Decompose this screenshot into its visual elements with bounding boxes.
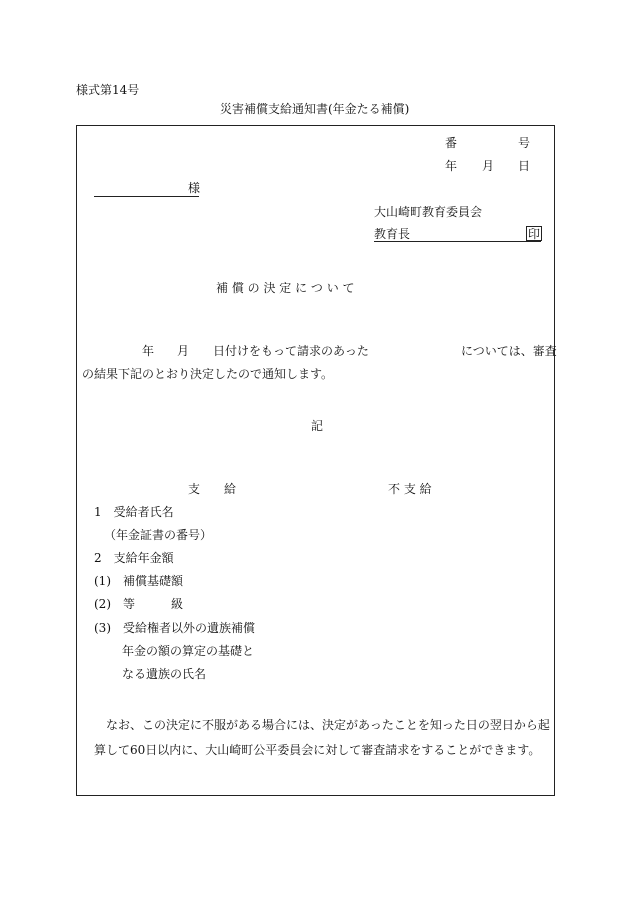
subject-heading: 補 償 の 決 定 に つ い て [216, 281, 355, 295]
item-recipient-name: 1 受給者氏名 [94, 505, 174, 519]
date-month: 月 [482, 159, 495, 173]
notice-line-2: 算して60日以内に、大山崎町公平委員会に対して審査請求をすることができます。 [94, 743, 541, 757]
document-title: 災害補償支給通知書(年金たる補償) [220, 102, 410, 116]
ki-heading: 記 [311, 419, 324, 433]
body-month: 月 [177, 344, 190, 358]
body-year: 年 [142, 344, 155, 358]
form-number: 様式第14号 [76, 83, 140, 97]
date-day: 日 [518, 159, 531, 173]
item-survivor-basis: 年金の額の算定の基礎と [122, 644, 255, 658]
item-survivor-compensation: (3) 受給権者以外の遺族補償 [94, 621, 255, 635]
document-frame [76, 125, 555, 796]
body-line-2: の結果下記のとおり決定したので通知します。 [82, 367, 334, 381]
seal-mark [526, 226, 542, 241]
body-dated-request: 日付けをもって請求のあった [213, 344, 369, 358]
issuer-role: 教育長 [374, 227, 411, 241]
item-base-amount: (1) 補償基礎額 [94, 574, 183, 588]
notice-line-1: なお、この決定に不服がある場合には、決定があったことを知った日の翌日から起 [106, 718, 550, 732]
date-year: 年 [445, 159, 458, 173]
column-nonpay: 不 支 給 [388, 482, 432, 496]
item-annual-amount: 2 支給年金額 [94, 551, 174, 565]
column-pay: 支 給 [188, 482, 237, 496]
number-label-1: 番 [445, 136, 458, 150]
seal-label: 印 [528, 227, 541, 241]
recipient-honorific: 様 [188, 181, 201, 195]
item-survivor-names: なる遺族の氏名 [122, 667, 207, 681]
number-label-2: 号 [518, 136, 531, 150]
body-regarding: については、審査 [461, 344, 557, 358]
item-grade: (2) 等 級 [94, 597, 183, 611]
issuer-organization: 大山崎町教育委員会 [374, 205, 483, 219]
item-certificate-number: （年金証書の番号） [104, 528, 213, 542]
recipient-name-line [94, 183, 199, 197]
